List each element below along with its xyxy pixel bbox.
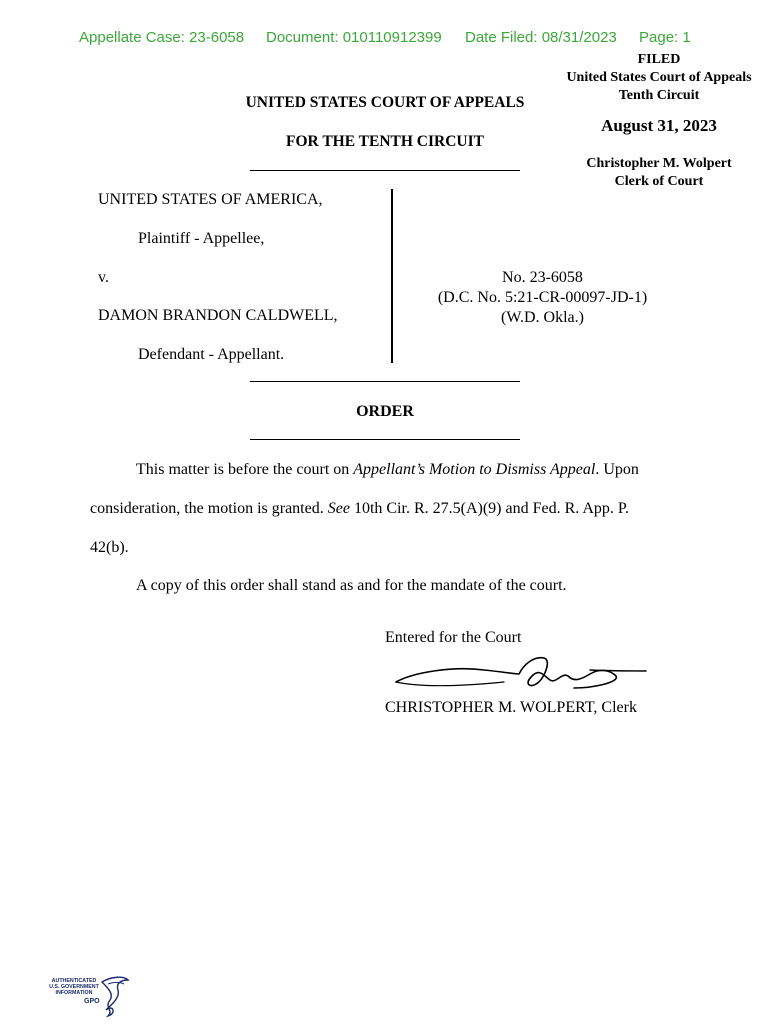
order-paragraph-1-line-3: 42(b).	[90, 539, 129, 556]
filed-label: FILED	[637, 52, 681, 67]
divider-bottom	[250, 439, 520, 440]
court-circuit: FOR THE TENTH CIRCUIT	[286, 133, 484, 150]
clerk-signature-block: CHRISTOPHER M. WOLPERT, Clerk	[385, 699, 637, 716]
divider-middle	[250, 381, 520, 382]
header-case: Appellate Case: 23-6058	[79, 29, 245, 46]
order-paragraph-1-line-2: consideration, the motion is granted. See 10th Cir. R. 27.5(A)(9) and Fed. R. App. P.	[90, 500, 630, 517]
district-court: (W.D. Okla.)	[501, 309, 584, 326]
divider-top	[250, 170, 520, 171]
plaintiff-name: UNITED STATES OF AMERICA,	[98, 191, 323, 208]
order-paragraph-2: A copy of this order shall stand as and for the mandate of the court.	[136, 577, 567, 594]
order-title: ORDER	[356, 403, 414, 420]
see-signal: See	[327, 500, 350, 517]
filed-clerk-name: Christopher M. Wolpert	[586, 156, 732, 171]
clerk-signature	[394, 654, 654, 694]
defendant-name: DAMON BRANDON CALDWELL,	[98, 307, 338, 324]
header-page: Page: 1	[639, 29, 691, 46]
case-number: No. 23-6058	[502, 269, 583, 286]
filed-stamp	[548, 51, 770, 191]
filed-date: August 31, 2023	[601, 116, 717, 135]
defendant-role: Defendant - Appellant.	[138, 346, 285, 363]
gpo-seal-text: AUTHENTICATED U.S. GOVERNMENT INFORMATION	[49, 978, 99, 997]
gpo-authentication-seal	[44, 974, 134, 1018]
entered-for-court: Entered for the Court	[385, 629, 522, 646]
filed-court: United States Court of Appeals	[566, 70, 752, 85]
eagle-icon	[98, 974, 130, 1018]
header-document: Document: 010110912399	[266, 29, 442, 46]
filed-clerk-title: Clerk of Court	[614, 174, 704, 189]
plaintiff-role: Plaintiff - Appellee,	[138, 230, 265, 247]
gpo-logo: GPO	[84, 998, 100, 1005]
order-paragraph-1-line-1: This matter is before the court on Appellant’s Motion to Dismiss Appeal. Upon	[136, 461, 639, 478]
court-name: UNITED STATES COURT OF APPEALS	[245, 94, 525, 111]
district-case-number: (D.C. No. 5:21-CR-00097-JD-1)	[437, 289, 648, 306]
caption-divider	[391, 189, 393, 363]
versus: v.	[98, 269, 109, 286]
case-number-block	[420, 268, 665, 328]
filed-circuit: Tenth Circuit	[618, 88, 700, 103]
header-date-filed: Date Filed: 08/31/2023	[465, 29, 617, 46]
motion-title: Appellant’s Motion to Dismiss Appeal	[353, 461, 596, 478]
